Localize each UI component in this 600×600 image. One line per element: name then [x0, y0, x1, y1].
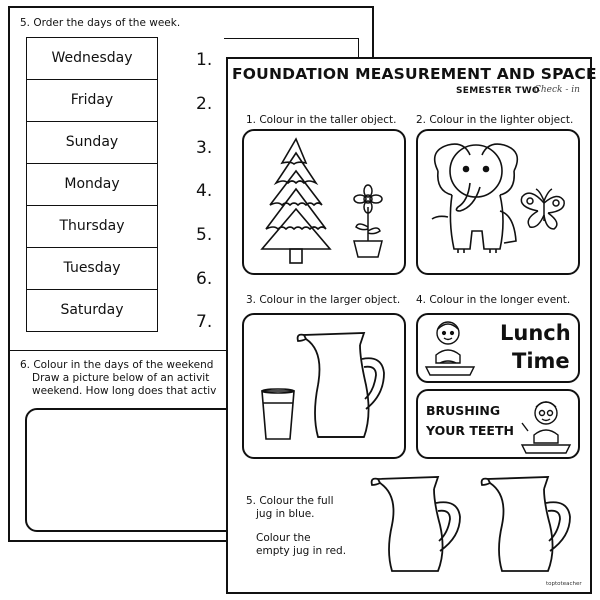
full-jug-icon [374, 471, 474, 581]
answer-number: 5. [196, 225, 213, 245]
answer-number: 3. [196, 138, 213, 158]
question-5-order-days: 5. Order the days of the week. [20, 17, 181, 29]
answer-number: 2. [196, 94, 213, 114]
day-cell: Monday [26, 163, 158, 207]
lighter-object-box [416, 129, 580, 275]
day-cell: Tuesday [26, 247, 158, 291]
larger-object-box [242, 313, 406, 459]
question-6-line-1: 6. Colour in the days of the weekend [20, 359, 214, 371]
question-1: 1. Colour in the taller object. [246, 114, 397, 126]
child-eating-icon [418, 315, 488, 381]
question-5-line-1: 5. Colour the full [246, 495, 334, 507]
taller-object-box [242, 129, 406, 275]
question-5-line-2: jug in blue. [256, 508, 315, 520]
lunch-label-2: Time [512, 349, 570, 373]
lunch-label-1: Lunch [500, 321, 571, 345]
question-5-line-3: Colour the [256, 532, 311, 544]
question-3: 3. Colour in the larger object. [246, 294, 401, 306]
day-cell: Friday [26, 79, 158, 123]
glass-icon [244, 315, 404, 455]
brushing-label-2: YOUR TEETH [426, 423, 514, 438]
child-brushing-teeth-icon [418, 391, 578, 457]
lunch-time-box [416, 313, 580, 383]
day-cell: Sunday [26, 121, 158, 165]
day-cell: Saturday [26, 289, 158, 333]
question-2: 2. Colour in the lighter object. [416, 114, 574, 126]
question-4: 4. Colour in the longer event. [416, 294, 571, 306]
answer-number: 7. [196, 312, 213, 332]
page-title: FOUNDATION MEASUREMENT AND SPACE [232, 65, 597, 83]
flower-icon [244, 131, 404, 271]
question-5-line-4: empty jug in red. [256, 545, 347, 557]
brushing-teeth-box [416, 389, 580, 459]
butterfly-icon [418, 131, 578, 271]
handwritten-note: Check - in [534, 85, 580, 95]
question-6-line-2: Draw a picture below of an activit [32, 372, 210, 384]
answer-number: 4. [196, 181, 213, 201]
days-table [26, 38, 158, 332]
semester-label: SEMESTER TWO [456, 86, 540, 96]
empty-jug-icon [484, 471, 584, 581]
question-6-line-3: weekend. How long does that activ [32, 385, 217, 397]
front-worksheet [226, 57, 597, 594]
brushing-label-1: BRUSHING [426, 403, 501, 418]
day-cell: Wednesday [26, 37, 158, 81]
brand-mark: toptoteacher [546, 581, 582, 587]
day-cell: Thursday [26, 205, 158, 249]
answer-number: 1. [196, 50, 213, 70]
answer-number: 6. [196, 269, 213, 289]
